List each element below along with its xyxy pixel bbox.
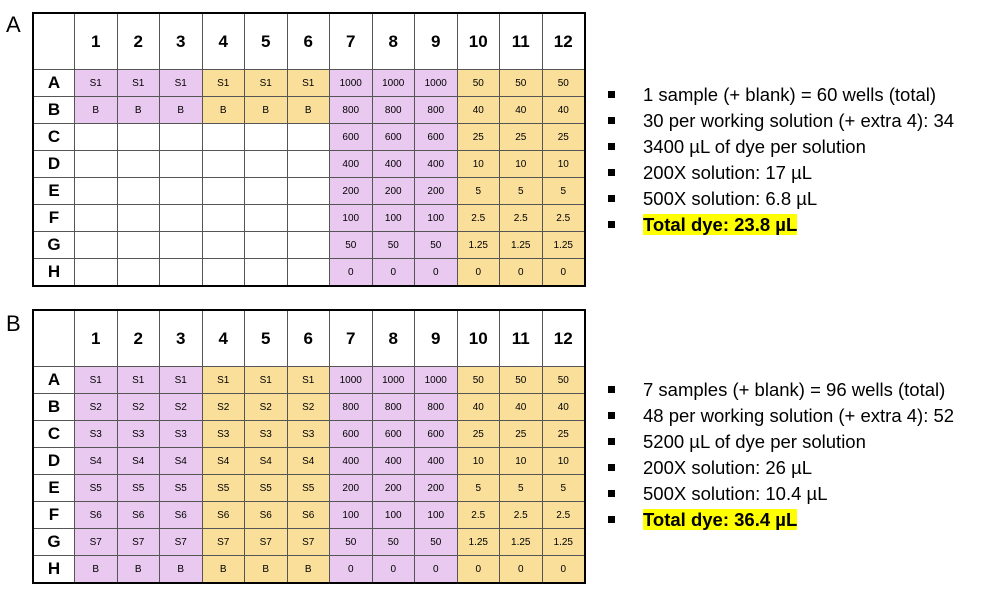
well-cell	[245, 124, 288, 151]
well-cell: S4	[202, 448, 245, 475]
column-header: 10	[457, 310, 500, 367]
well-cell	[245, 232, 288, 259]
well-cell	[117, 124, 160, 151]
row-header: E	[33, 475, 75, 502]
well-cell: S3	[202, 421, 245, 448]
column-header: 10	[457, 13, 500, 70]
well-cell: 25	[500, 124, 543, 151]
well-cell: 50	[542, 367, 585, 394]
well-cell: 5	[457, 475, 500, 502]
note-item	[606, 403, 954, 429]
row-header: G	[33, 232, 75, 259]
column-header: 2	[117, 310, 160, 367]
plate-row	[33, 475, 585, 502]
plate-row	[33, 151, 585, 178]
well-cell	[287, 259, 330, 287]
well-cell	[202, 259, 245, 287]
well-cell: S4	[117, 448, 160, 475]
well-cell: 50	[500, 70, 543, 97]
row-header: D	[33, 448, 75, 475]
note-text: 5200 µL of dye per solution	[643, 431, 866, 452]
well-cell: 5	[542, 475, 585, 502]
well-cell: S2	[160, 394, 203, 421]
well-cell: 200	[372, 178, 415, 205]
well-cell: 2.5	[457, 502, 500, 529]
well-cell: 800	[415, 97, 458, 124]
well-cell: S1	[245, 70, 288, 97]
well-cell: 400	[372, 151, 415, 178]
well-cell	[160, 232, 203, 259]
well-cell: 40	[457, 97, 500, 124]
well-cell: S6	[287, 502, 330, 529]
well-cell: 0	[500, 259, 543, 287]
well-cell: B	[287, 556, 330, 584]
well-cell: S5	[245, 475, 288, 502]
well-cell: S6	[117, 502, 160, 529]
well-cell: B	[75, 97, 118, 124]
well-cell	[160, 259, 203, 287]
well-cell: S2	[75, 394, 118, 421]
well-cell: 200	[330, 475, 373, 502]
well-cell	[245, 151, 288, 178]
well-cell: 1000	[415, 367, 458, 394]
bullet-icon	[608, 490, 615, 497]
well-cell: 400	[330, 151, 373, 178]
well-cell: S1	[117, 70, 160, 97]
well-cell: 5	[457, 178, 500, 205]
bullet-icon	[608, 195, 615, 202]
plate-row	[33, 529, 585, 556]
well-cell: S1	[160, 367, 203, 394]
well-cell: B	[245, 97, 288, 124]
well-cell: 0	[457, 556, 500, 584]
column-header: 7	[330, 310, 373, 367]
well-cell: 800	[415, 394, 458, 421]
well-cell: 1000	[330, 367, 373, 394]
well-cell: 400	[415, 151, 458, 178]
well-cell: 1.25	[457, 232, 500, 259]
well-cell	[117, 205, 160, 232]
row-header: E	[33, 178, 75, 205]
well-cell: 100	[415, 502, 458, 529]
well-cell: 1000	[330, 70, 373, 97]
plate-row	[33, 367, 585, 394]
well-cell: 800	[372, 97, 415, 124]
column-header: 12	[542, 310, 585, 367]
well-cell	[75, 151, 118, 178]
well-cell	[202, 151, 245, 178]
note-item	[606, 429, 954, 455]
well-cell	[160, 205, 203, 232]
well-cell: 200	[330, 178, 373, 205]
total-dye-text: Total dye: 23.8 µL	[643, 214, 798, 235]
well-cell: 0	[372, 556, 415, 584]
well-cell: 0	[330, 259, 373, 287]
well-cell: 100	[372, 205, 415, 232]
well-cell: 1.25	[457, 529, 500, 556]
well-cell: 5	[500, 178, 543, 205]
row-header: F	[33, 205, 75, 232]
well-cell	[287, 178, 330, 205]
plate-row	[33, 178, 585, 205]
well-cell	[202, 205, 245, 232]
column-header: 4	[202, 310, 245, 367]
well-cell: S7	[117, 529, 160, 556]
note-text: 30 per working solution (+ extra 4): 34	[643, 110, 955, 131]
well-cell: S5	[160, 475, 203, 502]
well-cell	[245, 205, 288, 232]
bullet-icon	[608, 117, 615, 124]
column-header: 9	[415, 310, 458, 367]
well-cell: B	[160, 97, 203, 124]
well-cell: 40	[500, 97, 543, 124]
note-item	[606, 212, 954, 238]
well-cell: 5	[542, 178, 585, 205]
well-cell: 50	[330, 232, 373, 259]
well-cell: 25	[542, 421, 585, 448]
row-header: A	[33, 70, 75, 97]
column-header: 3	[160, 310, 203, 367]
panel-a-label: A	[6, 12, 21, 37]
well-cell: S2	[202, 394, 245, 421]
well-cell: 40	[542, 97, 585, 124]
plate-row	[33, 421, 585, 448]
well-cell: 800	[330, 97, 373, 124]
well-cell	[160, 178, 203, 205]
bullet-icon	[608, 169, 615, 176]
plate-row	[33, 556, 585, 584]
well-cell: 10	[542, 448, 585, 475]
note-text: 200X solution: 17 µL	[643, 162, 813, 183]
corner-cell	[33, 13, 75, 70]
column-header: 4	[202, 13, 245, 70]
notes-list-a	[606, 82, 954, 238]
plate-row	[33, 97, 585, 124]
well-cell: S3	[75, 421, 118, 448]
note-text: 1 sample (+ blank) = 60 wells (total)	[643, 84, 937, 105]
well-cell: 1.25	[500, 529, 543, 556]
well-cell: 100	[330, 205, 373, 232]
well-cell	[202, 124, 245, 151]
well-cell: 10	[500, 448, 543, 475]
well-cell: 40	[500, 394, 543, 421]
well-cell: 1.25	[500, 232, 543, 259]
well-cell	[117, 232, 160, 259]
plate-row	[33, 70, 585, 97]
well-cell: S7	[202, 529, 245, 556]
column-header: 1	[75, 13, 118, 70]
well-cell: S5	[75, 475, 118, 502]
bullet-icon	[608, 386, 615, 393]
column-header: 1	[75, 310, 118, 367]
column-header: 11	[500, 13, 543, 70]
well-cell: 2.5	[500, 502, 543, 529]
row-header: H	[33, 259, 75, 287]
note-text: 3400 µL of dye per solution	[643, 136, 866, 157]
column-header: 2	[117, 13, 160, 70]
well-cell	[75, 232, 118, 259]
well-cell: S5	[117, 475, 160, 502]
note-item	[606, 481, 954, 507]
row-header: F	[33, 502, 75, 529]
well-cell: 200	[415, 475, 458, 502]
well-cell	[202, 178, 245, 205]
well-cell: S7	[287, 529, 330, 556]
well-cell: 1000	[415, 70, 458, 97]
plate-row	[33, 232, 585, 259]
well-cell: S1	[202, 367, 245, 394]
well-cell: 400	[330, 448, 373, 475]
bullet-icon	[608, 516, 615, 523]
well-cell: S3	[117, 421, 160, 448]
well-cell: 2.5	[542, 502, 585, 529]
note-item	[606, 186, 954, 212]
row-header: H	[33, 556, 75, 584]
well-cell: B	[202, 556, 245, 584]
bullet-icon	[608, 91, 615, 98]
total-dye-text: Total dye: 36.4 µL	[643, 509, 798, 530]
column-header: 6	[287, 310, 330, 367]
well-cell: 100	[372, 502, 415, 529]
well-cell: 25	[542, 124, 585, 151]
well-cell: S4	[75, 448, 118, 475]
row-header: B	[33, 97, 75, 124]
well-cell: 600	[415, 124, 458, 151]
well-cell: 100	[415, 205, 458, 232]
well-cell: S2	[245, 394, 288, 421]
well-cell: 10	[542, 151, 585, 178]
note-item	[606, 82, 954, 108]
column-header-row	[33, 13, 585, 70]
well-cell: S3	[245, 421, 288, 448]
well-cell: B	[160, 556, 203, 584]
well-cell: 200	[372, 475, 415, 502]
well-cell	[75, 259, 118, 287]
well-cell: 40	[457, 394, 500, 421]
well-cell: S7	[245, 529, 288, 556]
row-header: D	[33, 151, 75, 178]
well-cell: S4	[160, 448, 203, 475]
well-cell: 0	[457, 259, 500, 287]
well-cell: 2.5	[500, 205, 543, 232]
column-header: 8	[372, 310, 415, 367]
plate-row	[33, 259, 585, 287]
well-cell: 0	[542, 259, 585, 287]
note-item	[606, 160, 954, 186]
well-cell: 50	[372, 529, 415, 556]
column-header: 6	[287, 13, 330, 70]
well-cell: S4	[245, 448, 288, 475]
well-cell	[287, 205, 330, 232]
well-cell: B	[202, 97, 245, 124]
well-cell	[117, 178, 160, 205]
well-cell: S2	[287, 394, 330, 421]
well-cell	[287, 151, 330, 178]
well-cell: S6	[202, 502, 245, 529]
well-cell: S7	[75, 529, 118, 556]
well-cell: 1.25	[542, 529, 585, 556]
plate-row	[33, 124, 585, 151]
note-item	[606, 134, 954, 160]
well-cell: 10	[457, 448, 500, 475]
column-header: 7	[330, 13, 373, 70]
well-cell: 40	[542, 394, 585, 421]
well-cell: 400	[372, 448, 415, 475]
well-cell: 600	[372, 421, 415, 448]
well-cell: 50	[372, 232, 415, 259]
well-cell: 0	[500, 556, 543, 584]
well-cell	[245, 259, 288, 287]
well-cell	[117, 151, 160, 178]
well-cell: 0	[330, 556, 373, 584]
column-header: 3	[160, 13, 203, 70]
well-cell: S7	[160, 529, 203, 556]
well-cell: 2.5	[457, 205, 500, 232]
plate-layout-b	[32, 309, 586, 584]
row-header: A	[33, 367, 75, 394]
column-header: 8	[372, 13, 415, 70]
note-text: 200X solution: 26 µL	[643, 457, 813, 478]
row-header: C	[33, 421, 75, 448]
column-header: 12	[542, 13, 585, 70]
note-text: 500X solution: 6.8 µL	[643, 188, 818, 209]
bullet-icon	[608, 438, 615, 445]
plate-row	[33, 448, 585, 475]
plate-row	[33, 502, 585, 529]
well-cell: S6	[75, 502, 118, 529]
well-cell: 400	[415, 448, 458, 475]
well-cell: 1000	[372, 70, 415, 97]
well-cell: B	[287, 97, 330, 124]
note-item	[606, 507, 954, 533]
panel-b-label: B	[6, 311, 21, 336]
column-header-row	[33, 310, 585, 367]
well-cell	[287, 232, 330, 259]
note-text: 7 samples (+ blank) = 96 wells (total)	[643, 379, 946, 400]
well-cell: 2.5	[542, 205, 585, 232]
well-cell: 600	[330, 124, 373, 151]
bullet-icon	[608, 221, 615, 228]
well-cell	[117, 259, 160, 287]
well-cell: 50	[457, 367, 500, 394]
bullet-icon	[608, 464, 615, 471]
well-cell: B	[75, 556, 118, 584]
well-cell: 50	[457, 70, 500, 97]
bullet-icon	[608, 143, 615, 150]
well-cell: B	[245, 556, 288, 584]
well-cell: S1	[75, 367, 118, 394]
well-cell: S1	[287, 70, 330, 97]
row-header: C	[33, 124, 75, 151]
well-cell: 1000	[372, 367, 415, 394]
well-cell: 10	[500, 151, 543, 178]
well-cell: 50	[415, 529, 458, 556]
well-cell	[202, 232, 245, 259]
well-cell: 25	[457, 421, 500, 448]
well-cell: S1	[245, 367, 288, 394]
well-cell: S5	[202, 475, 245, 502]
well-cell: S2	[117, 394, 160, 421]
well-cell: S1	[117, 367, 160, 394]
note-item	[606, 108, 954, 134]
note-item	[606, 455, 954, 481]
well-cell: B	[117, 97, 160, 124]
well-cell: 0	[372, 259, 415, 287]
well-cell: 0	[542, 556, 585, 584]
well-cell	[245, 178, 288, 205]
well-cell: S6	[160, 502, 203, 529]
column-header: 5	[245, 13, 288, 70]
note-text: 500X solution: 10.4 µL	[643, 483, 828, 504]
well-cell: S5	[287, 475, 330, 502]
well-cell: 800	[372, 394, 415, 421]
well-cell: 10	[457, 151, 500, 178]
well-cell	[287, 124, 330, 151]
bullet-icon	[608, 412, 615, 419]
well-cell: 25	[457, 124, 500, 151]
well-cell: 50	[330, 529, 373, 556]
well-cell: 5	[500, 475, 543, 502]
well-cell: B	[117, 556, 160, 584]
well-cell: S1	[75, 70, 118, 97]
well-cell: S3	[287, 421, 330, 448]
well-cell: 0	[415, 556, 458, 584]
column-header: 9	[415, 13, 458, 70]
corner-cell	[33, 310, 75, 367]
well-cell: 25	[500, 421, 543, 448]
well-cell: S3	[160, 421, 203, 448]
well-cell: S1	[287, 367, 330, 394]
well-cell: 600	[330, 421, 373, 448]
well-cell: 0	[415, 259, 458, 287]
well-cell: S4	[287, 448, 330, 475]
notes-list-b	[606, 377, 954, 533]
well-cell: 100	[330, 502, 373, 529]
plate-layout-a	[32, 12, 586, 287]
well-cell: 200	[415, 178, 458, 205]
well-cell: 50	[500, 367, 543, 394]
column-header: 5	[245, 310, 288, 367]
row-header: B	[33, 394, 75, 421]
well-cell: 600	[372, 124, 415, 151]
well-cell	[75, 205, 118, 232]
well-cell: S1	[160, 70, 203, 97]
well-cell	[75, 178, 118, 205]
well-cell: 50	[542, 70, 585, 97]
plate-row	[33, 394, 585, 421]
row-header: G	[33, 529, 75, 556]
well-cell: S1	[202, 70, 245, 97]
well-cell: 800	[330, 394, 373, 421]
well-cell	[75, 124, 118, 151]
well-cell	[160, 151, 203, 178]
note-text: 48 per working solution (+ extra 4): 52	[643, 405, 955, 426]
well-cell: 600	[415, 421, 458, 448]
plate-row	[33, 205, 585, 232]
well-cell: 1.25	[542, 232, 585, 259]
column-header: 11	[500, 310, 543, 367]
well-cell	[160, 124, 203, 151]
note-item	[606, 377, 954, 403]
well-cell: S6	[245, 502, 288, 529]
well-cell: 50	[415, 232, 458, 259]
